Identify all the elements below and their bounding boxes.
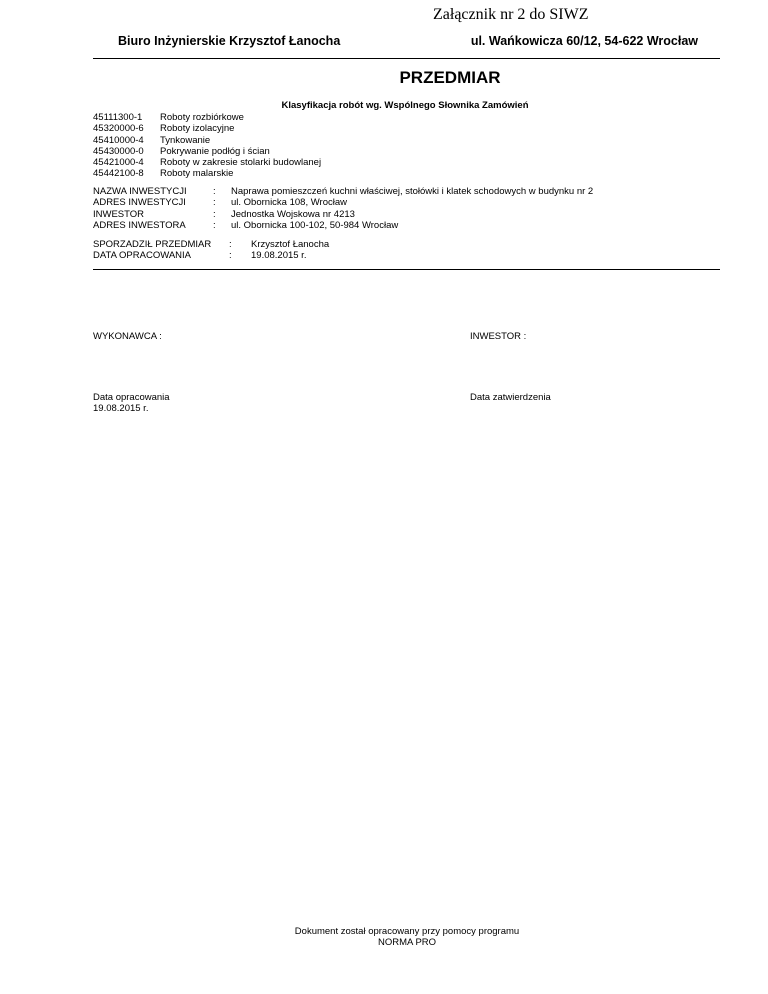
investment-row [93,220,593,231]
annex-note: Załącznik nr 2 do SIWZ [433,6,589,23]
prepared-row [93,239,329,250]
cpv-name: Pokrywanie podłóg i ścian [160,145,270,157]
investment-row [93,197,593,208]
classification-item [93,168,321,179]
investment-value: Jednostka Wojskowa nr 4213 [231,208,355,220]
prepared-label: SPORZADZIŁ PRZEDMIAR [93,239,212,250]
classification-item [93,157,321,168]
page-title: PRZEDMIAR [399,68,501,87]
classification-item [93,112,321,123]
footer-program-name: NORMA PRO [377,937,437,949]
investment-label: ADRES INWESTORA [93,219,186,231]
cpv-name: Roboty rozbiórkowe [160,112,244,123]
investment-value: ul. Obornicka 108, Wrocław [231,197,347,209]
investor-label: INWESTOR : [470,331,527,342]
company-address: ul. Wańkowicza 60/12, 54-622 Wrocław [470,34,698,48]
separator: : [229,250,232,262]
separator: : [213,197,216,209]
cpv-code: 45430000-0 [93,145,144,157]
prepared-value: 19.08.2015 r. [251,250,307,262]
date-prepared-block [93,392,170,415]
investment-label: ADRES INWESTYCJI [93,197,186,209]
investment-row [93,186,593,197]
classification-item [93,135,321,146]
header-divider [93,58,720,59]
classification-item [93,123,321,134]
cpv-code: 45320000-6 [93,123,144,135]
investment-label: INWESTOR [93,208,145,220]
prepared-label: DATA OPRACOWANIA [93,250,192,262]
cpv-code: 45442100-8 [93,168,144,180]
prepared-row [93,250,329,261]
investment-value: ul. Obornicka 100-102, 50-984 Wrocław [231,219,399,231]
classification-list [93,112,321,180]
footer-note [0,926,768,949]
cpv-code: 45421000-4 [93,157,144,169]
separator: : [213,186,216,197]
cpv-name: Roboty izolacyjne [160,123,235,135]
cpv-code: 45111300-1 [93,112,143,123]
investment-label: NAZWA INWESTYCJI [93,186,187,197]
date-prepared-label: Data opracowania [93,392,170,403]
classification-heading: Klasyfikacja robót wg. Wspólnego Słownika Zamówień [281,100,529,111]
cpv-name: Roboty malarskie [160,168,234,180]
section-divider [93,269,720,270]
separator: : [229,239,232,250]
cpv-name: Roboty w zakresie stolarki budowlanej [160,157,322,169]
cpv-name: Tynkowanie [160,134,211,146]
separator: : [213,219,216,231]
prepared-value: Krzysztof Łanocha [251,239,330,250]
date-approved-label: Data zatwierdzenia [470,392,551,403]
cpv-code: 45410000-4 [93,134,144,146]
date-prepared-value: 19.08.2015 r. [93,403,149,415]
prepared-info [93,239,329,262]
classification-item [93,146,321,157]
investment-info [93,186,593,231]
investment-row [93,209,593,220]
company-name: Biuro Inżynierskie Krzysztof Łanocha [118,34,341,48]
footer-line: Dokument został opracowany przy pomocy programu [294,926,520,937]
investment-value: Naprawa pomieszczeń kuchni właściwej, stołówki i klatek schodowych w budynku nr 2 [231,186,594,197]
separator: : [213,208,216,220]
contractor-label: WYKONAWCA : [93,331,162,342]
